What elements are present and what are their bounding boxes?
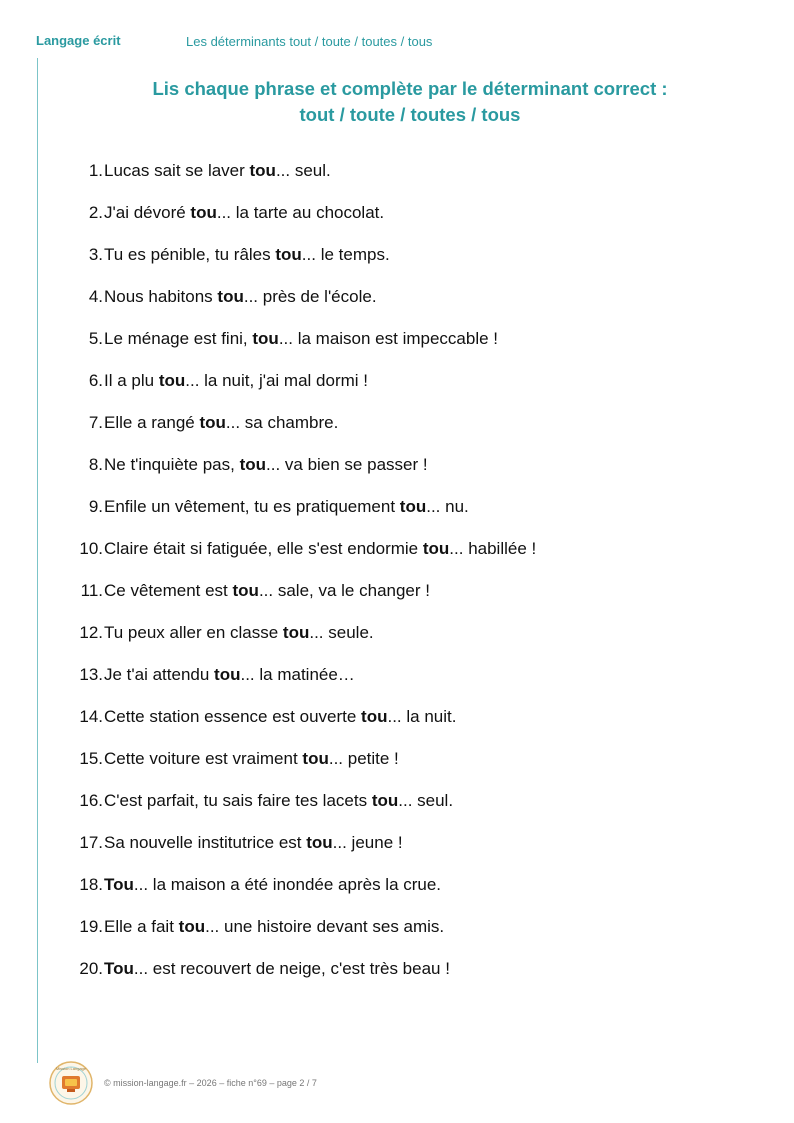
sentence-end: ... la tarte au chocolat. bbox=[216, 203, 385, 222]
exercise-item bbox=[60, 578, 536, 620]
sentence-end: ... seule. bbox=[309, 623, 374, 642]
exercise-number: 4. bbox=[88, 287, 103, 306]
exercise-item bbox=[60, 200, 536, 242]
sentence-start: Il a plu bbox=[104, 371, 159, 390]
sentence-end: ... la nuit. bbox=[387, 707, 457, 726]
sentence-end: ... petite ! bbox=[328, 749, 399, 768]
exercise-item bbox=[60, 284, 536, 326]
determinant-blank: tou bbox=[190, 203, 217, 222]
sentence-start: Je t'ai attendu bbox=[104, 665, 215, 684]
sentence-end: ... va bien se passer ! bbox=[266, 455, 428, 474]
determinant-blank: Tou bbox=[104, 959, 134, 978]
exercise-number: 7. bbox=[88, 413, 103, 432]
exercise-sentence bbox=[104, 200, 384, 226]
exercise-sentence bbox=[104, 578, 430, 604]
exercise-item bbox=[60, 326, 536, 368]
exercise-number: 6. bbox=[88, 371, 103, 390]
determinant-blank: tou bbox=[214, 665, 241, 684]
page-header bbox=[0, 33, 794, 53]
margin-rule bbox=[37, 58, 38, 1063]
exercise-item bbox=[60, 788, 536, 830]
sentence-start: Tu peux aller en classe bbox=[104, 623, 283, 642]
footer bbox=[48, 1060, 448, 1110]
sentence-start: Elle a rangé bbox=[104, 413, 200, 432]
exercise-sentence bbox=[104, 410, 338, 436]
exercise-list bbox=[60, 158, 536, 998]
copyright: © mission-langage.fr – 2026 – fiche n°69 – page 2 / 7 bbox=[104, 1078, 317, 1088]
exercise-number: 9. bbox=[88, 497, 103, 516]
exercise-item bbox=[60, 536, 536, 578]
sentence-start: Le ménage est fini, bbox=[104, 329, 253, 348]
exercise-item bbox=[60, 956, 536, 998]
exercise-sentence bbox=[104, 452, 428, 478]
exercise-item bbox=[60, 158, 536, 200]
sentence-start: J'ai dévoré bbox=[104, 203, 191, 222]
exercise-number: 15. bbox=[79, 749, 103, 768]
exercise-item bbox=[60, 830, 536, 872]
sentence-start: Cette station essence est ouverte bbox=[104, 707, 362, 726]
determinant-blank: tou bbox=[239, 455, 266, 474]
instructions-line-2: tout / toute / toutes / tous bbox=[299, 104, 521, 125]
exercise-number: 1. bbox=[88, 161, 103, 180]
sentence-end: ... la maison a été inondée après la crue. bbox=[133, 875, 442, 894]
sentence-end: ... habillée ! bbox=[449, 539, 537, 558]
determinant-blank: tou bbox=[399, 497, 427, 516]
sentence-start: Lucas sait se laver bbox=[104, 161, 250, 180]
exercise-sentence bbox=[104, 872, 441, 898]
determinant-blank: tou bbox=[199, 413, 226, 432]
mission-langage-logo-icon bbox=[48, 1060, 94, 1106]
sentence-start: Elle a fait bbox=[104, 917, 179, 936]
sentence-start: Cette voiture est vraiment bbox=[104, 749, 303, 768]
exercise-sentence bbox=[104, 830, 403, 856]
exercise-sentence bbox=[104, 914, 444, 940]
topic-label: Les déterminants tout / toute / toutes / tous bbox=[186, 34, 433, 49]
exercise-number: 17. bbox=[79, 833, 103, 852]
determinant-blank: tou bbox=[178, 917, 206, 936]
exercise-item bbox=[60, 872, 536, 914]
determinant-blank: Tou bbox=[104, 875, 134, 894]
sentence-start: Claire était si fatiguée, elle s'est endormie bbox=[104, 539, 423, 558]
determinant-blank: tou bbox=[275, 245, 302, 264]
determinant-blank: tou bbox=[232, 581, 259, 600]
determinant-blank: tou bbox=[361, 707, 388, 726]
sentence-end: ... la matinée… bbox=[240, 665, 355, 684]
exercise-number: 2. bbox=[88, 203, 103, 222]
sentence-end: ... nu. bbox=[426, 497, 469, 516]
instructions-line-1: Lis chaque phrase et complète par le déterminant correct : bbox=[152, 78, 668, 99]
sentence-end: ... le temps. bbox=[301, 245, 390, 264]
sentence-start: Sa nouvelle institutrice est bbox=[104, 833, 307, 852]
exercise-sentence bbox=[104, 284, 377, 310]
determinant-blank: tou bbox=[302, 749, 329, 768]
sentence-end: ... seul. bbox=[275, 161, 331, 180]
exercise-sentence bbox=[104, 620, 374, 646]
exercise-number: 16. bbox=[79, 791, 103, 810]
determinant-blank: tou bbox=[371, 791, 399, 810]
exercise-item bbox=[60, 242, 536, 284]
exercise-sentence bbox=[104, 242, 390, 268]
exercise-sentence bbox=[104, 704, 456, 730]
exercise-number: 5. bbox=[88, 329, 103, 348]
sentence-end: ... seul. bbox=[398, 791, 454, 810]
determinant-blank: tou bbox=[158, 371, 186, 390]
sentence-end: ... est recouvert de neige, c'est très beau ! bbox=[133, 959, 450, 978]
determinant-blank: tou bbox=[249, 161, 276, 180]
exercise-sentence bbox=[104, 368, 368, 394]
exercise-number: 8. bbox=[88, 455, 103, 474]
exercise-item bbox=[60, 494, 536, 536]
exercise-item bbox=[60, 704, 536, 746]
exercise-item bbox=[60, 620, 536, 662]
sentence-start: Ce vêtement est bbox=[104, 581, 233, 600]
sentence-start: Enfile un vêtement, tu es pratiquement bbox=[104, 497, 400, 516]
exercise-number: 18. bbox=[79, 875, 103, 894]
section-label: Langage écrit bbox=[36, 33, 121, 48]
sentence-start: Nous habitons bbox=[104, 287, 218, 306]
exercise-number: 3. bbox=[88, 245, 103, 264]
sentence-end: ... sa chambre. bbox=[225, 413, 339, 432]
exercise-number: 12. bbox=[79, 623, 103, 642]
exercise-item bbox=[60, 914, 536, 956]
determinant-blank: tou bbox=[282, 623, 310, 642]
sentence-end: ... une histoire devant ses amis. bbox=[205, 917, 445, 936]
exercise-item bbox=[60, 662, 536, 704]
exercise-number: 11. bbox=[80, 581, 103, 600]
exercise-sentence bbox=[104, 494, 469, 520]
sentence-start: C'est parfait, tu sais faire tes lacets bbox=[104, 791, 372, 810]
exercise-item bbox=[60, 746, 536, 788]
exercise-item bbox=[60, 368, 536, 410]
exercise-sentence bbox=[104, 158, 331, 184]
exercise-item bbox=[60, 410, 536, 452]
exercise-sentence bbox=[104, 956, 450, 982]
sentence-end: ... sale, va le changer ! bbox=[258, 581, 430, 600]
logo-top-text: Mission Langage bbox=[55, 1066, 87, 1071]
exercise-number: 10. bbox=[79, 539, 103, 558]
sentence-end: ... la maison est impeccable ! bbox=[278, 329, 499, 348]
instructions bbox=[60, 76, 760, 128]
exercise-number: 19. bbox=[79, 917, 103, 936]
exercise-sentence bbox=[104, 746, 399, 772]
determinant-blank: tou bbox=[306, 833, 333, 852]
exercise-item bbox=[60, 452, 536, 494]
sentence-start: Tu es pénible, tu râles bbox=[104, 245, 276, 264]
sentence-end: ... la nuit, j'ai mal dormi ! bbox=[185, 371, 368, 390]
exercise-sentence bbox=[104, 536, 536, 562]
exercise-number: 14. bbox=[79, 707, 103, 726]
exercise-number: 13. bbox=[79, 665, 103, 684]
determinant-blank: tou bbox=[422, 539, 450, 558]
exercise-number: 20. bbox=[79, 959, 103, 978]
exercise-sentence bbox=[104, 326, 498, 352]
determinant-blank: tou bbox=[217, 287, 244, 306]
sentence-start: Ne t'inquiète pas, bbox=[104, 455, 240, 474]
sentence-end: ... près de l'école. bbox=[243, 287, 377, 306]
determinant-blank: tou bbox=[252, 329, 279, 348]
exercise-sentence bbox=[104, 788, 453, 814]
exercise-sentence bbox=[104, 662, 355, 688]
sentence-end: ... jeune ! bbox=[332, 833, 403, 852]
